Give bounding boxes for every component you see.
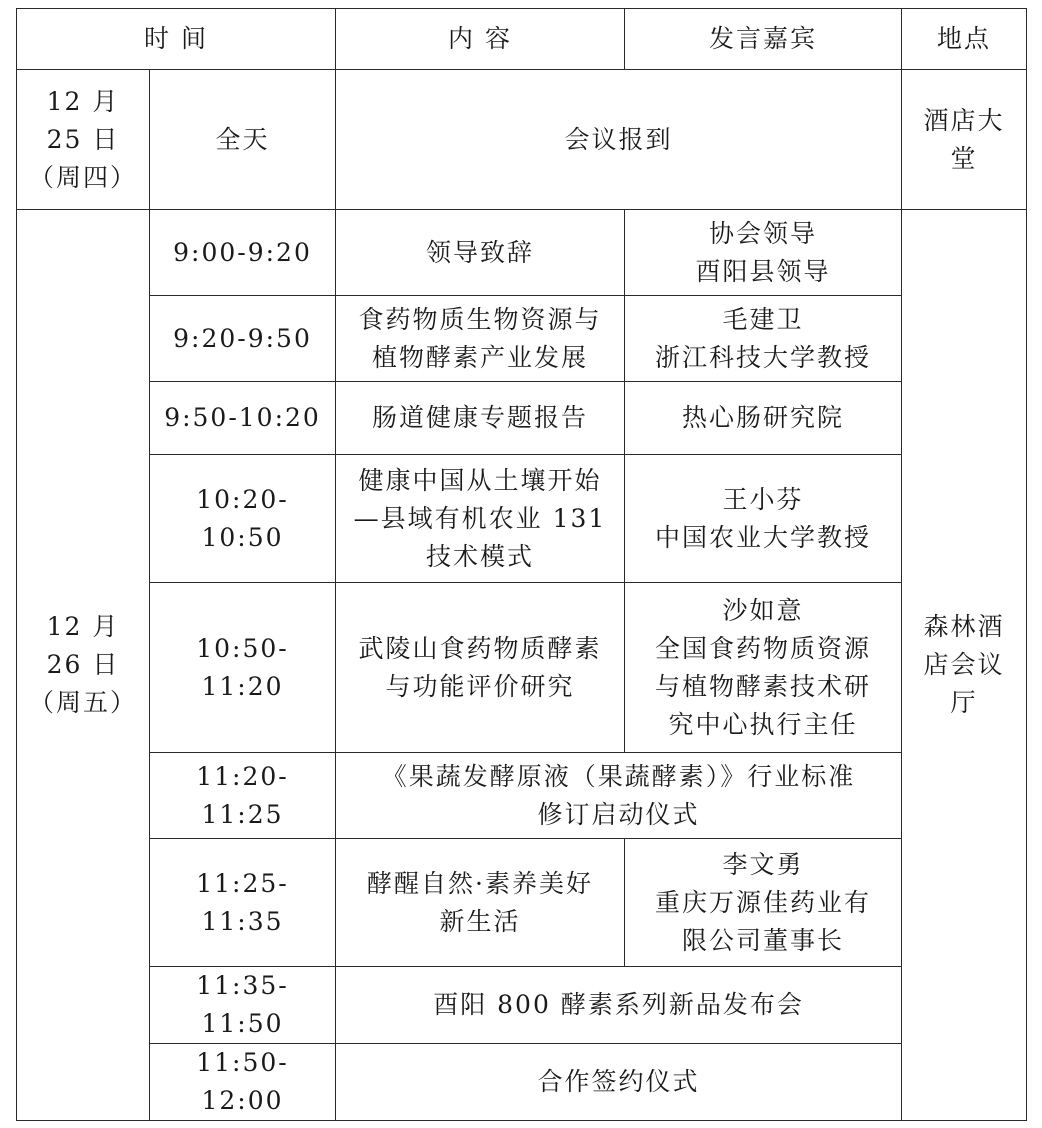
table-row bbox=[17, 382, 1027, 455]
table-row bbox=[17, 455, 1027, 583]
time-cell: 9:50-10:20 bbox=[150, 382, 336, 455]
place-cell: 酒店大 堂 bbox=[902, 70, 1027, 210]
table-row bbox=[17, 753, 1027, 839]
content-cell: 酵醒自然·素养美好 新生活 bbox=[336, 839, 625, 967]
time-cell: 11:50-12:00 bbox=[150, 1044, 336, 1121]
date-cell: 12 月 25 日 （周四） bbox=[17, 70, 150, 210]
table-row bbox=[17, 967, 1027, 1044]
header-time: 时 间 bbox=[17, 9, 336, 70]
table-row bbox=[17, 1044, 1027, 1121]
speaker-cell: 李文勇 重庆万源佳药业有 限公司董事长 bbox=[625, 839, 902, 967]
time-cell: 10:50-11:20 bbox=[150, 583, 336, 753]
content-cell: 领导致辞 bbox=[336, 210, 625, 296]
date-cell: 12 月 26 日 （周五） bbox=[17, 210, 150, 1121]
agenda-table bbox=[16, 8, 1027, 1121]
content-cell: 食药物质生物资源与 植物酵素产业发展 bbox=[336, 296, 625, 382]
table-row bbox=[17, 70, 1027, 210]
time-cell: 9:20-9:50 bbox=[150, 296, 336, 382]
content-cell: 健康中国从土壤开始 —县域有机农业 131 技术模式 bbox=[336, 455, 625, 583]
time-cell: 11:25-11:35 bbox=[150, 839, 336, 967]
speaker-cell: 沙如意 全国食药物质资源 与植物酵素技术研 究中心执行主任 bbox=[625, 583, 902, 753]
table-row bbox=[17, 210, 1027, 296]
content-cell: 合作签约仪式 bbox=[336, 1044, 902, 1121]
time-cell: 10:20-10:50 bbox=[150, 455, 336, 583]
time-cell: 全天 bbox=[150, 70, 336, 210]
content-cell: 会议报到 bbox=[336, 70, 902, 210]
header-place: 地点 bbox=[902, 9, 1027, 70]
time-cell: 11:35-11:50 bbox=[150, 967, 336, 1044]
header-row bbox=[17, 9, 1027, 70]
table-row bbox=[17, 296, 1027, 382]
speaker-cell: 毛建卫 浙江科技大学教授 bbox=[625, 296, 902, 382]
time-cell: 9:00-9:20 bbox=[150, 210, 336, 296]
speaker-cell: 王小芬 中国农业大学教授 bbox=[625, 455, 902, 583]
table-row bbox=[17, 583, 1027, 753]
speaker-cell: 协会领导 酉阳县领导 bbox=[625, 210, 902, 296]
content-cell: 酉阳 800 酵素系列新品发布会 bbox=[336, 967, 902, 1044]
content-cell: 《果蔬发酵原液（果蔬酵素）》行业标准 修订启动仪式 bbox=[336, 753, 902, 839]
header-speaker: 发言嘉宾 bbox=[625, 9, 902, 70]
table-row bbox=[17, 839, 1027, 967]
content-cell: 武陵山食药物质酵素 与功能评价研究 bbox=[336, 583, 625, 753]
place-cell: 森林酒 店会议 厅 bbox=[902, 210, 1027, 1121]
speaker-cell: 热心肠研究院 bbox=[625, 382, 902, 455]
header-content: 内 容 bbox=[336, 9, 625, 70]
time-cell: 11:20-11:25 bbox=[150, 753, 336, 839]
content-cell: 肠道健康专题报告 bbox=[336, 382, 625, 455]
